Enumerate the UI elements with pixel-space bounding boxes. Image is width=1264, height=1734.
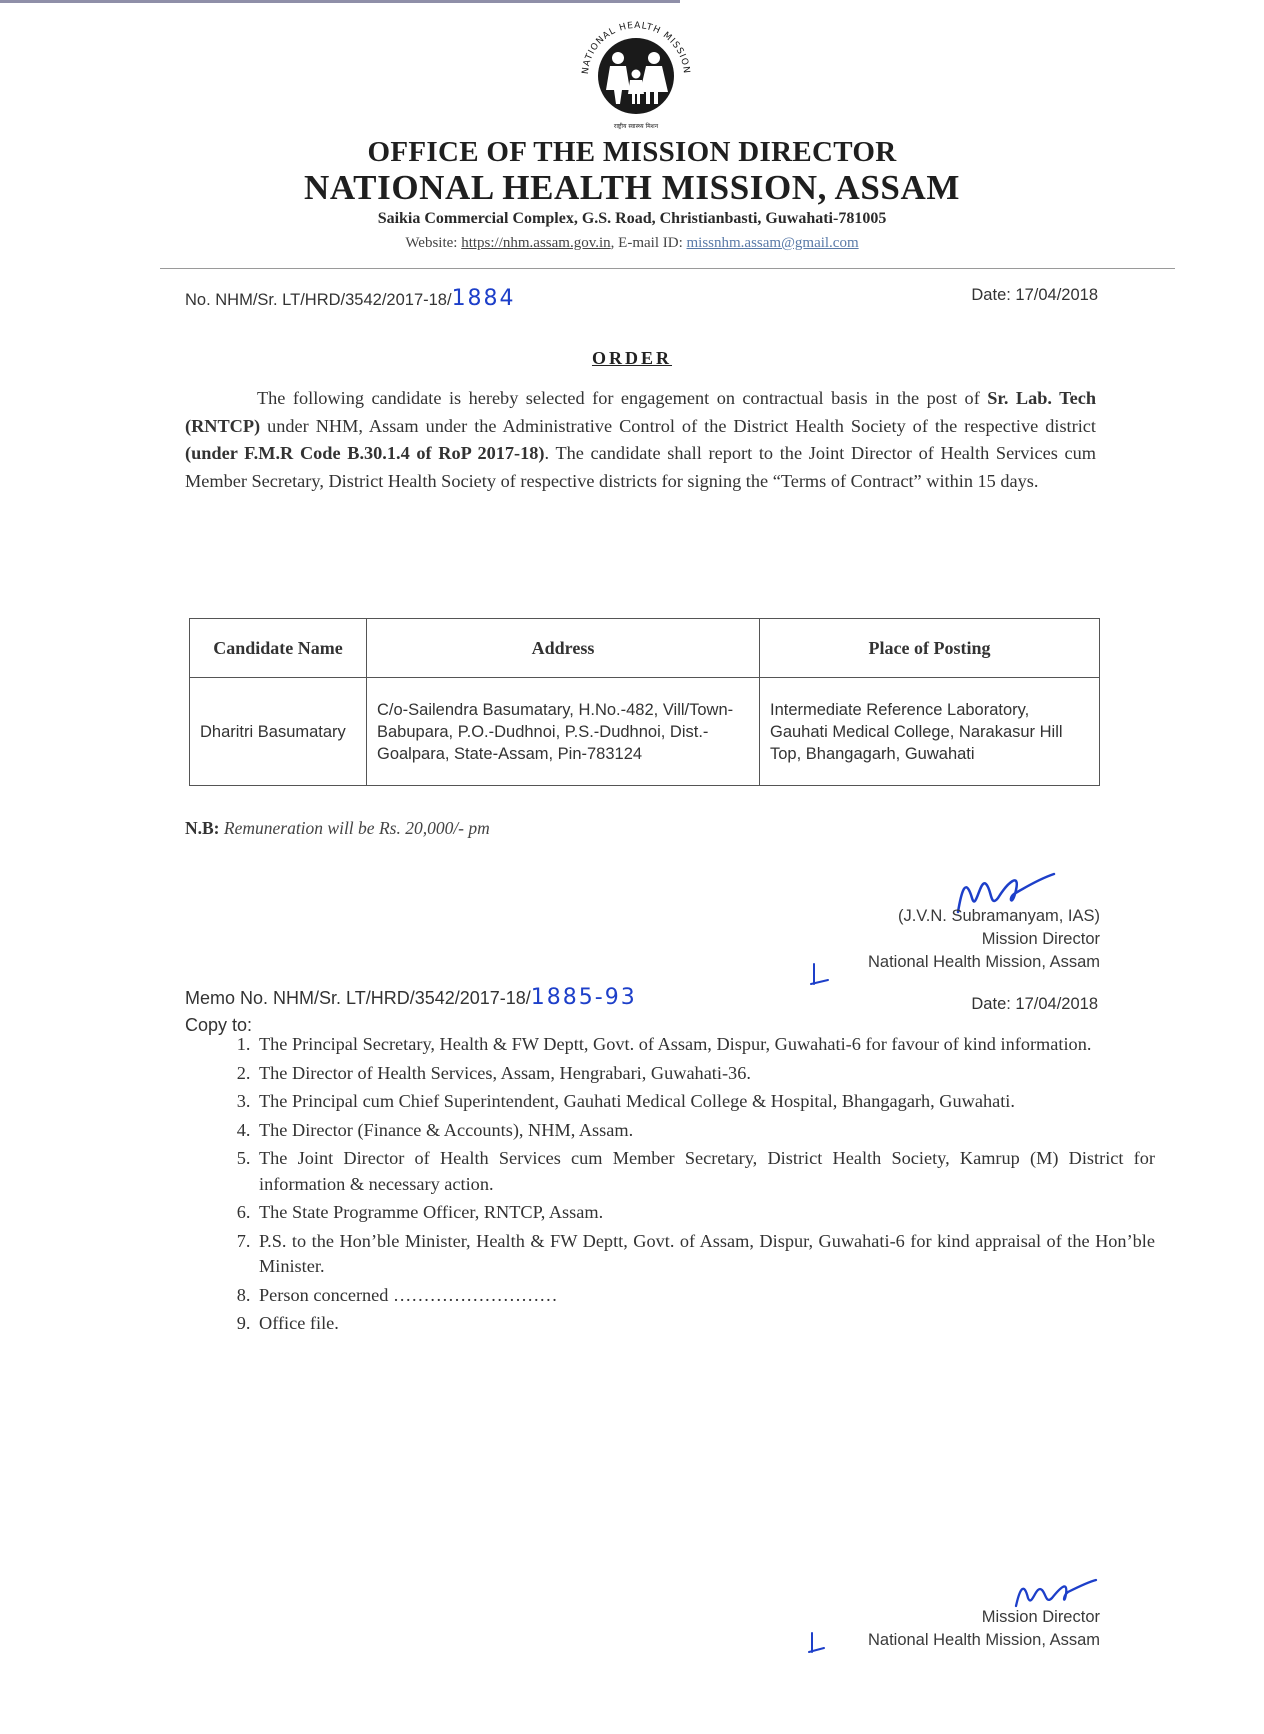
cell-address: C/o-Sailendra Basumatary, H.No.-482, Vill/Town-Babupara, P.O.-Dudhnoi, P.S.-Dudhnoi, Dist.-Goalpara, State-Assam, Pin-783124 [367,678,760,786]
list-item: 9. Office file. [255,1311,1155,1337]
body-part-2: under NHM, Assam under the Administrative Control of the District Health Society of the respective district [260,415,1096,436]
initial-mark-1 [808,960,834,990]
header-divider [160,268,1175,269]
list-item: 5. The Joint Director of Health Services cum Member Secretary, District Health Society, Kamrup (M) District for information & necessary action. [255,1146,1155,1197]
list-item: 8. Person concerned ……………………… [255,1283,1155,1309]
email-link[interactable]: missnhm.assam@gmail.com [686,235,859,251]
office-address: Saikia Commercial Complex, G.S. Road, Christianbasti, Guwahati-781005 [377,210,887,227]
memo-date: Date: 17/04/2018 [971,995,1098,1013]
note [185,818,490,839]
signatory-name: (J.V.N. Subramanyam, IAS) [897,907,1100,925]
svg-text:NATIONAL HEALTH MISSION: NATIONAL HEALTH MISSION [580,20,692,75]
list-item: 7. P.S. to the Hon’ble Minister, Health & FW Deptt, Govt. of Assam, Dispur, Guwahati-6 for kind appraisal of the Hon’ble Minister. [255,1229,1155,1280]
office-title: OFFICE OF THE MISSION DIRECTOR [367,136,897,168]
list-item: 2. The Director of Health Services, Assam, Hengrabari, Guwahati-36. [255,1061,1155,1087]
order-title: ORDER [591,348,672,368]
list-item: 1. The Principal Secretary, Health & FW Deptt, Govt. of Assam, Dispur, Guwahati-6 for favour of kind information. [255,1032,1155,1058]
cell-place-of-posting: Intermediate Reference Laboratory, Gauhati Medical College, Narakasur Hill Top, Bhangagarh, Guwahati [760,678,1100,786]
header-candidate-name: Candidate Name [190,619,367,678]
signature-block-1 [868,905,1100,974]
list-item: 4. The Director (Finance & Accounts), NHM, Assam. [255,1118,1155,1144]
list-item: 6. The State Programme Officer, RNTCP, Assam. [255,1200,1155,1226]
signatory-designation: Mission Director [981,930,1100,948]
signatory-designation-2: Mission Director [981,1608,1100,1626]
initial-mark-2 [806,1630,830,1656]
note-text: Remuneration will be Rs. 20,000/- pm [223,818,490,838]
cell-candidate-name: Dharitri Basumatary [190,678,367,786]
fmr-code: (under F.M.R Code B.30.1.4 of RoP 2017-18) [185,443,545,463]
organization-name: NATIONAL HEALTH MISSION, ASSAM [304,168,960,207]
memo-number [185,985,637,1010]
reference-handwritten-number: 1884 [451,286,516,311]
nhm-logo [566,10,706,138]
reference-prefix: No. NHM/Sr. LT/HRD/3542/2017-18/ [185,291,452,309]
body-part-1: The following candidate is hereby selected for engagement on contractual basis in the post of [257,388,988,408]
list-item: 3. The Principal cum Chief Superintendent, Gauhati Medical College & Hospital, Bhangagarh, Guwahati. [255,1089,1155,1115]
email-label: , E-mail ID: [610,235,687,251]
signatory-organization-2: National Health Mission, Assam [867,1631,1100,1649]
memo-handwritten-number: 1885-93 [530,985,637,1010]
signatory-organization: National Health Mission, Assam [867,953,1100,971]
reference-number [185,286,516,311]
copy-list [203,1032,1155,1340]
post-name: Sr. Lab. Tech (RNTCP) [185,388,1097,436]
table-row [190,678,1100,786]
reference-date: Date: 17/04/2018 [971,286,1098,304]
website-link[interactable]: https://nhm.assam.gov.in [461,235,611,251]
order-body [185,385,1096,495]
svg-text:राष्ट्रीय स्वास्थ्य मिशन: राष्ट्रीय स्वास्थ्य मिशन [613,123,659,130]
top-edge-line [0,0,680,3]
signature-block-2 [868,1606,1100,1652]
header-address: Address [367,619,760,678]
contact-line [0,235,1264,252]
header-place-of-posting: Place of Posting [760,619,1100,678]
note-label: N.B: [185,818,220,838]
candidate-table [189,618,1100,786]
body-part-3: . The candidate shall report to the Joint Director of Health Services cum Member Secretary, District Health Society of respective districts for signing the “Terms of Contract” within 15 days. [185,443,1096,491]
copy-to-label: Copy to: [185,1015,253,1035]
memo-prefix: Memo No. NHM/Sr. LT/HRD/3542/2017-18/ [185,988,531,1008]
table-header-row [190,619,1100,678]
website-label: Website: [405,235,462,251]
